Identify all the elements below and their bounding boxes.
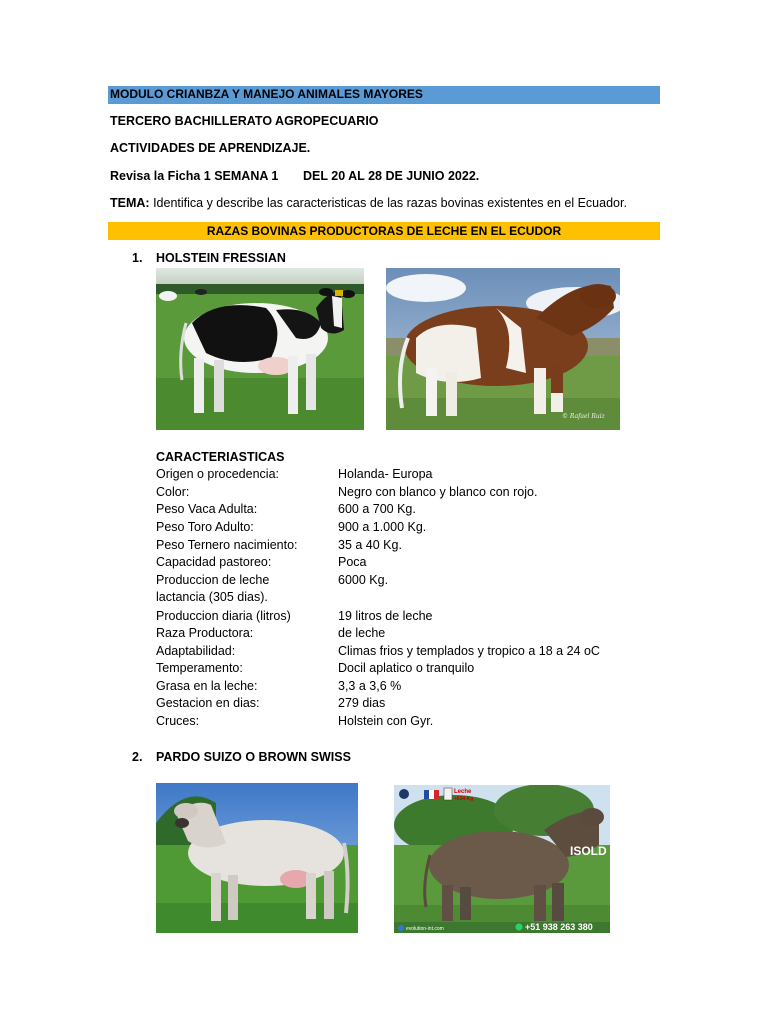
brown-swiss-bull-image: [394, 785, 610, 933]
tema-line: [110, 196, 627, 210]
holstein-cow-image: [156, 268, 364, 430]
char-value-daily-production: 19 litros de leche: [338, 609, 433, 623]
char-label-gestation: Gestacion en dias:: [156, 696, 260, 710]
char-label-grazing: Capacidad pastoreo:: [156, 555, 272, 569]
char-value-bull-weight: 900 a 1.000 Kg.: [338, 520, 427, 534]
char-label-breed-type: Raza Productora:: [156, 626, 254, 640]
char-label-color: Color:: [156, 485, 190, 499]
poster-leche-value: +634 Kg: [454, 796, 474, 802]
char-label-milk-production: Produccion de leche: [156, 573, 270, 587]
char-value-milk-fat: 3,3 a 3,6 %: [338, 679, 402, 693]
tema-text: Identifica y describe las caracteristicas de las razas bovinas existentes en el Ecuador.: [153, 196, 627, 210]
char-value-color: Negro con blanco y blanco con rojo.: [338, 485, 538, 499]
char-label-daily-production: Produccion diaria (litros): [156, 609, 291, 623]
breed1-number: 1.: [132, 251, 143, 265]
grade-line: TERCERO BACHILLERATO AGROPECUARIO: [110, 114, 379, 128]
poster-leche: Leche: [454, 789, 472, 795]
section-title: RAZAS BOVINAS PRODUCTORAS DE LECHE EN EL ECUDOR: [206, 224, 562, 238]
char-value-cow-weight: 600 a 700 Kg.: [338, 502, 416, 516]
breed1-name: HOLSTEIN FRESSIAN: [156, 251, 286, 265]
holstein-bull-photo: [386, 268, 620, 430]
char-value-milk-production: 6000 Kg.: [338, 573, 389, 587]
section-title-bar: [108, 222, 660, 240]
characteristics-heading: CARACTERIASTICAS: [156, 450, 285, 464]
date-range: DEL 20 AL 28 DE JUNIO 2022.: [303, 169, 480, 183]
brown-swiss-cow-photo: [156, 783, 358, 933]
module-title: MODULO CRIANBZA Y MANEJO ANIMALES MAYORES: [110, 87, 423, 101]
char-value-temperament: Docil aplatico o tranquilo: [338, 661, 475, 675]
holstein-bull-image: [386, 268, 620, 430]
char-value-grazing: Poca: [338, 555, 367, 569]
char-value-breed-type: de leche: [338, 626, 386, 640]
poster-phone: +51 938 263 380: [525, 922, 593, 932]
brown-swiss-bull-photo: [394, 785, 610, 933]
char-label-lactation: lactancia (305 dias).: [156, 590, 268, 604]
poster-web: evolution-int.com: [406, 926, 444, 932]
char-value-gestation: 279 dias: [338, 696, 386, 710]
char-value-calf-weight: 35 a 40 Kg.: [338, 538, 402, 552]
char-label-calf-weight: Peso Ternero nacimiento:: [156, 538, 298, 552]
char-label-crosses: Cruces:: [156, 714, 200, 728]
holstein-cow-photo: [156, 268, 364, 430]
review-label: Revisa la Ficha 1 SEMANA 1: [110, 169, 279, 183]
char-label-origin: Origen o procedencia:: [156, 467, 279, 481]
char-value-adaptability: Climas frios y templados y tropico a 18 a 24 oC: [338, 644, 600, 658]
char-value-crosses: Holstein con Gyr.: [338, 714, 434, 728]
char-label-temperament: Temperamento:: [156, 661, 243, 675]
char-label-bull-weight: Peso Toro Adulto:: [156, 520, 254, 534]
module-title-bar: [108, 86, 660, 104]
char-label-adaptability: Adaptabilidad:: [156, 644, 236, 658]
brown-swiss-cow-image: [156, 783, 358, 933]
photo-credit: © Rafael Ruiz: [562, 413, 605, 420]
tema-label: TEMA:: [110, 196, 150, 210]
char-value-origin: Holanda- Europa: [338, 467, 433, 481]
poster-bull-name: ISOLD: [570, 844, 607, 858]
char-label-cow-weight: Peso Vaca Adulta:: [156, 502, 258, 516]
activities-line: ACTIVIDADES DE APRENDIZAJE.: [110, 141, 311, 155]
breed2-name: PARDO SUIZO O BROWN SWISS: [156, 750, 351, 764]
breed2-number: 2.: [132, 750, 143, 764]
char-label-milk-fat: Grasa en la leche:: [156, 679, 258, 693]
